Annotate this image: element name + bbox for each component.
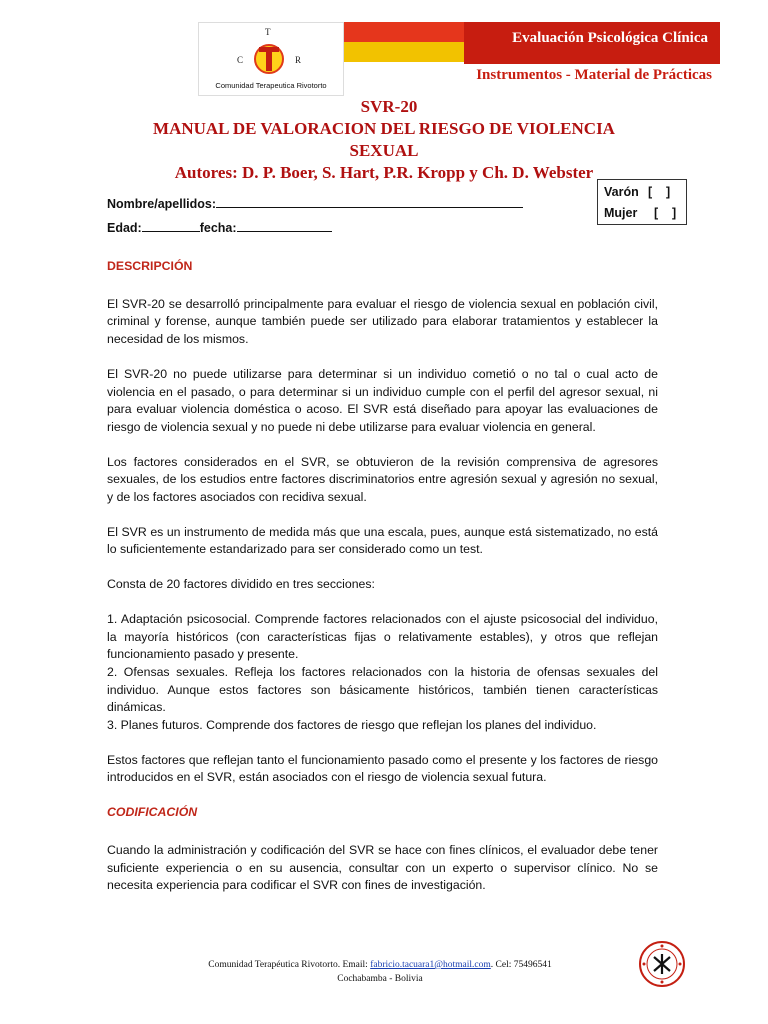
paragraph: El SVR-20 se desarrolló principalmente para evaluar el riesgo de violencia sexual en población civil, criminal y forense, aunque también puede ser utilizado para elaborar tratamientos y establecer la necesidad de los mismos. [107, 296, 658, 347]
list-item: 3. Planes futuros. Comprende dos factores de riesgo que reflejan los planes del individuo. [107, 718, 597, 733]
age-field[interactable] [142, 220, 200, 232]
paragraph: El SVR es un instrumento de medida más que una escala, pues, aunque está sistematizado, no está lo suficientemente estandarizado para ser considerado como un test. [107, 524, 658, 557]
header-subtitle: Instrumentos - Material de Prácticas [476, 67, 712, 83]
gender-male-row[interactable] [604, 182, 680, 203]
list-item: 2. Ofensas sexuales. Refleja los factores relacionados con la historia de ofensas sexuales del individuo. Aunque estos factores son básicamente históricos, también tienen características dinámicas. [107, 664, 658, 715]
male-checkbox[interactable]: [ ] [648, 185, 671, 199]
footer-email-link[interactable]: fabricio.tacuara1@hotmail.com [370, 960, 491, 970]
page-footer [140, 958, 620, 986]
organization-logo [198, 22, 344, 96]
male-label: Varón [604, 185, 639, 199]
document-title [0, 96, 768, 184]
footer-location: Cochabamba - Bolivia [337, 974, 423, 984]
paragraph: Estos factores que reflejan tanto el funcionamiento pasado como el presente y los factores de riesgo introducidos en el SVR, están asociados con el riesgo de violencia sexual futura. [107, 752, 658, 785]
paragraph: Los factores considerados en el SVR, se obtuvieron de la revisión comprensiva de agresores sexuales, de los estudios entre factores discriminatorios entre agresión sexual y agresión no sexual, y de los factores asociados con recidiva sexual. [107, 454, 658, 505]
logo-letter-t: T [265, 27, 271, 37]
footer-suffix: . Cel: 75496541 [490, 960, 552, 970]
gender-box [597, 179, 687, 225]
date-label: fecha: [199, 221, 237, 235]
name-field[interactable] [216, 196, 523, 208]
female-checkbox[interactable]: [ ] [654, 206, 677, 220]
paragraph: Cuando la administración y codificación del SVR se hace con fines clínicos, el evaluador debe tener suficiente experiencia o en su ausencia, consultar con un experto o supervisor clínico. No se necesita experiencia para codificar el SVR con fines de investigación. [107, 842, 658, 893]
section-heading-descripcion: DESCRIPCIÓN [107, 259, 193, 273]
document-body [107, 258, 658, 912]
name-label: Nombre/apellidos: [107, 197, 217, 211]
tau-cross-icon [199, 23, 343, 83]
section-heading-codificacion: CODIFICACIÓN [107, 805, 198, 820]
paragraph: El SVR-20 no puede utilizarse para determinar si un individuo cometió o no tal o cual acto de violencia en el pasado, o para determinar si un individuo cumple con el perfil del agresor sexual, ni para evaluar violencia doméstica o acoso. El SVR está diseñado para apoyar las evaluaciones de riesgo de violencia sexual y no puede ni debe utilizarse para evaluar violencia en general. [107, 366, 658, 434]
logo-letter-r: R [295, 55, 302, 65]
age-label: Edad: [107, 221, 142, 235]
name-field-row [107, 196, 523, 211]
list-item: 1. Adaptación psicosocial. Comprende factores relacionados con el ajuste psicosocial del individuo, la mayoría históricos (con características fijas o relativamente estables), y otros que reflejan funcionamiento pasado y presente. [107, 611, 658, 662]
date-field[interactable] [237, 220, 332, 232]
seal-icon [638, 940, 686, 988]
paragraph: Consta de 20 factores dividido en tres secciones: [107, 577, 375, 592]
page-header [0, 0, 768, 100]
title-code: SVR-20 [360, 97, 418, 116]
logo-caption: Comunidad Terapeutica Rivotorto [215, 81, 327, 90]
logo-letter-c: C [237, 55, 244, 65]
age-date-row [107, 220, 332, 235]
header-band-title: Evaluación Psicológica Clínica [512, 30, 708, 46]
footer-contact [140, 958, 620, 972]
title-main: MANUAL DE VALORACION DEL RIESGO DE VIOLENCIA [153, 119, 615, 138]
female-label: Mujer [604, 206, 638, 220]
gender-female-row[interactable] [604, 203, 680, 224]
title-authors: Autores: D. P. Boer, S. Hart, P.R. Kropp y Ch. D. Webster [174, 163, 594, 182]
title-main-cont: SEXUAL [349, 141, 419, 160]
header-divider [464, 62, 720, 64]
sections-list [107, 611, 658, 735]
footer-prefix: Comunidad Terapéutica Rivotorto. Email: [208, 960, 368, 970]
